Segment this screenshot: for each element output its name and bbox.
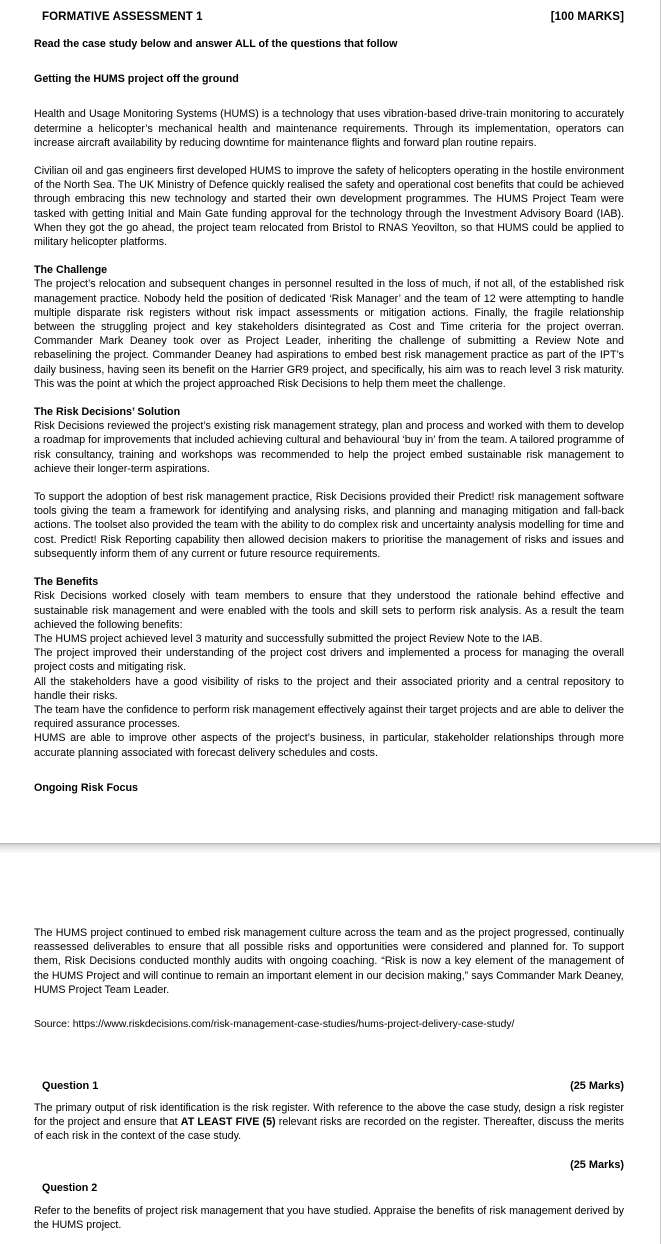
question-1-body [34, 1101, 624, 1144]
section-heading-benefits: The Benefits [34, 576, 99, 589]
question-2-label: Question 2 [42, 1181, 98, 1194]
intro-paragraph-2: Civilian oil and gas engineers first developed HUMS to improve the safety of helicopters operating in the hostile environment of the North Sea. The UK Ministry of Defence quickly realised the safety and operational cost benefits that could be achieved through embracing this new technology and started their own development programmes. The HUMS Project Team were tasked with getting Initial and Main Gate funding approval for the technology through the Investment Advisory Board (IAB). When they got the go ahead, the project team relocated from Bristol to RNAS Yeovilton, so that HUMS could be applied to military helicopter platforms. [34, 165, 624, 249]
question-1-emphasis: AT LEAST FIVE (5) [180, 1116, 276, 1129]
page-2-body [1, 853, 660, 1232]
section-heading-challenge: The Challenge [34, 264, 108, 277]
benefit-item: All the stakeholders have a good visibility of risks to the project and their associated priority and a central repository to handle their risks. [34, 675, 624, 702]
ongoing-body: The HUMS project continued to embed risk management culture across the team and as the project progressed, continually reassessed deliverables to ensure that all possible risks and opportunities were considered and planned for. To support them, Risk Decisions conducted monthly audits with ongoing coaching. “Risk is now a key element of the management of the HUMS Project and will continue to remain an important element in our decision making,” says Commander Mark Deaney, [34, 927, 624, 982]
question-2-marks: (25 Marks) [570, 1158, 624, 1171]
total-marks-badge: [100 MARKS] [550, 11, 624, 23]
question-1-label: Question 1 [42, 1080, 99, 1093]
benefit-item: The HUMS project achieved level 3 maturity and successfully submitted the project Review Note to the IAB. [34, 632, 543, 645]
section-body-challenge: The project’s relocation and subsequent changes in personnel resulted in the loss of much, if not all, of the established risk management practice. Nobody held the position of dedicated ‘Risk Manager’ and the team of 12 were attempting to handle multiple disparate risk registers without risk impact assessments or mitigation actions. Finally, the fragile relationship between the struggling project and key stakeholders disintegrated as Cost and Time criteria for the project overran. Commander Mark Deaney took over as Project Leader, inheriting the challenge of submitting a Review Note and rebaselining the project. Commander Deaney had aspirations to embed best risk management practice as part of the IPT’s daily business, having seen its benefit on the Harrier GR9 project, and specifically, his aim was to reach level 3 risk maturity. This was the point at which the project approached Risk Decisions to help them meet the challenge. [34, 278, 624, 390]
source-line: Source: https://www.riskdecisions.com/risk-management-case-studies/hums-project-delivery-case-study/ [34, 1019, 515, 1031]
section-body-solution-1: Risk Decisions reviewed the project’s existing risk management strategy, plan and process and worked with them to develop a roadmap for improvements that included achieving cultural and behavioural ‘buy in’ from the team. A tailored programme of risk consultancy, training and workshops was recommended to help the project embed sustainable risk management to achieve their longer-term aspirations. [34, 420, 624, 475]
case-study-title: Getting the HUMS project off the ground [34, 73, 239, 86]
question-1-marks: (25 Marks) [570, 1080, 624, 1093]
benefits-intro: Risk Decisions worked closely with team members to ensure that they understood the rationale behind effective and sustainable risk management and were enabled with the tools and skill sets to perform risk analysis. As a result the team achieved the following benefits: [34, 590, 624, 631]
document-page-2 [0, 853, 661, 1244]
page-header [1, 0, 660, 23]
instruction-line: Read the case study below and answer ALL of the questions that follow [34, 38, 398, 50]
section-body-solution-2: To support the adoption of best risk management practice, Risk Decisions provided their Predict! risk management software tools giving the team a framework for identifying and analysing risks, and planning and managing mitigation and fall-back actions. The toolset also provided the team with the ability to do complex risk and uncertainty analysis modelling for time and cost. Predict! Risk Reporting capability then allowed decision makers to prioritise the management of risks and issues and subsequently inform them of any current or future resource requirements. [34, 491, 624, 560]
ongoing-signature: HUMS Project Team Leader. [34, 983, 170, 996]
benefit-item: HUMS are able to improve other aspects of the project’s business, in particular, stakeholder relationships through more accurate planning associated with forecast delivery schedules and costs. [34, 732, 624, 759]
question-1-text-part-1: The primary output of risk identification is the risk register. With reference to the above the case study, design a risk register for the project and ensure that [34, 1102, 624, 1129]
section-heading-ongoing: Ongoing Risk Focus [34, 781, 138, 794]
question-1-text-part-2: relevant risks are recorded on the register. Thereafter, discuss the merits of each risk in the context of the case study. [34, 1116, 624, 1143]
page-break-separator [0, 843, 661, 853]
section-heading-solution: The Risk Decisions’ Solution [34, 406, 181, 419]
assessment-title: FORMATIVE ASSESSMENT 1 [42, 11, 203, 23]
page-1-body [1, 23, 660, 795]
benefit-item: The team have the confidence to perform risk management effectively against their target projects and are able to deliver the required assurance processes. [34, 703, 624, 731]
benefit-item: The project improved their understanding of the project cost drivers and implemented a process for managing the overall project costs and mitigating risk. [34, 647, 624, 674]
question-1-header [34, 1080, 624, 1092]
intro-paragraph-1: Health and Usage Monitoring Systems (HUMS) is a technology that uses vibration-based drive-train monitoring to accurately determine a helicopter’s mechanical health and maintenance requirements. Through its implementation, operators can increase aircraft availability by reducing downtime for maintenance flights and forward plan routine repairs. [34, 108, 624, 149]
question-2-body: Refer to the benefits of project risk management that you have studied. Appraise the benefits of risk management derived by the HUMS project. [34, 1205, 624, 1232]
